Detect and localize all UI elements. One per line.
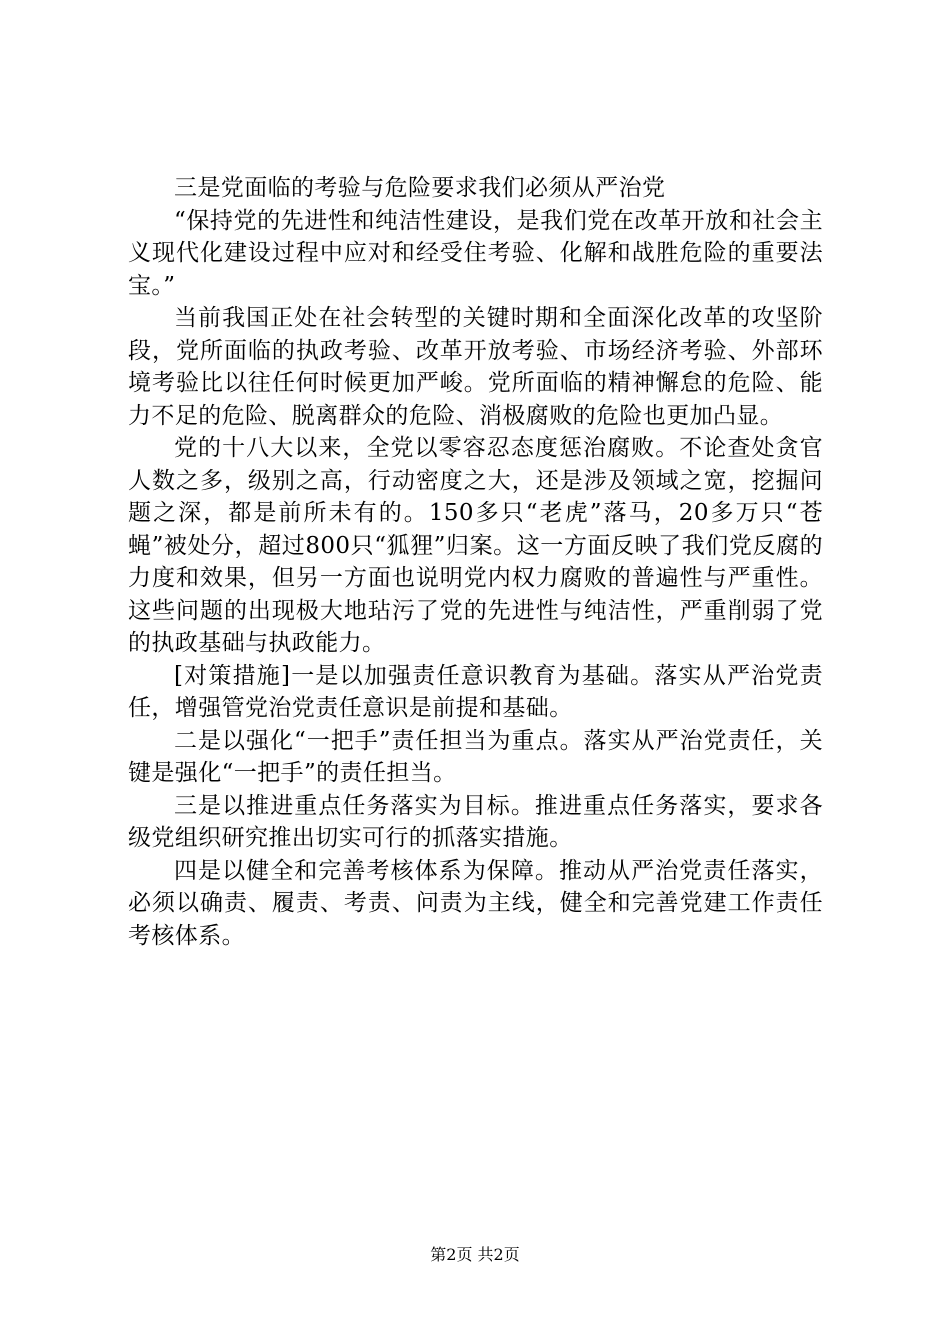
- paragraph-quote: “保持党的先进性和纯洁性建设，是我们党在改革开放和社会主义现代化建设过程中应对和经受住考验、化解和战胜危险的重要法宝。”: [128, 207, 823, 299]
- document-body: [128, 172, 823, 952]
- paragraph-anti-corruption: 党的十八大以来，全党以零容忍态度惩治腐败。不论查处贪官人数之多，级别之高，行动密度之大，还是涉及领域之宽，挖掘问题之深，都是前所未有的。150多只“老虎”落马，20多万只“苍蝇”被处分，超过800只“狐狸”归案。这一方面反映了我们党反腐的力度和效果，但另一方面也说明党内权力腐败的普遍性与严重性。这些问题的出现极大地玷污了党的先进性与纯洁性，严重削弱了党的执政基础与执政能力。: [128, 435, 823, 656]
- paragraph-measure-4: 四是以健全和完善考核体系为保障。推动从严治党责任落实，必须以确责、履责、考责、问责为主线，健全和完善党建工作责任考核体系。: [128, 857, 823, 949]
- paragraph-measure-3: 三是以推进重点任务落实为目标。推进重点任务落实，要求各级党组织研究推出切实可行的抓落实措施。: [128, 792, 823, 851]
- paragraph-heading: 三是党面临的考验与危险要求我们必须从严治党: [174, 175, 666, 201]
- paragraph-measure-1: [对策措施]一是以加强责任意识教育为基础。落实从严治党责任，增强管党治党责任意识是前提和基础。: [128, 662, 823, 721]
- paragraph-current-situation: 当前我国正处在社会转型的关键时期和全面深化改革的攻坚阶段，党所面临的执政考验、改革开放考验、市场经济考验、外部环境考验比以往任何时候更加严峻。党所面临的精神懈怠的危险、能力不足的危险、脱离群众的危险、消极腐败的危险也更加凸显。: [128, 305, 823, 429]
- page-footer: [0, 1245, 950, 1265]
- paragraph-measure-2: 二是以强化“一把手”责任担当为重点。落实从严治党责任，关键是强化“一把手”的责任担当。: [128, 727, 823, 786]
- page-number: 第2页 共2页: [430, 1245, 520, 1264]
